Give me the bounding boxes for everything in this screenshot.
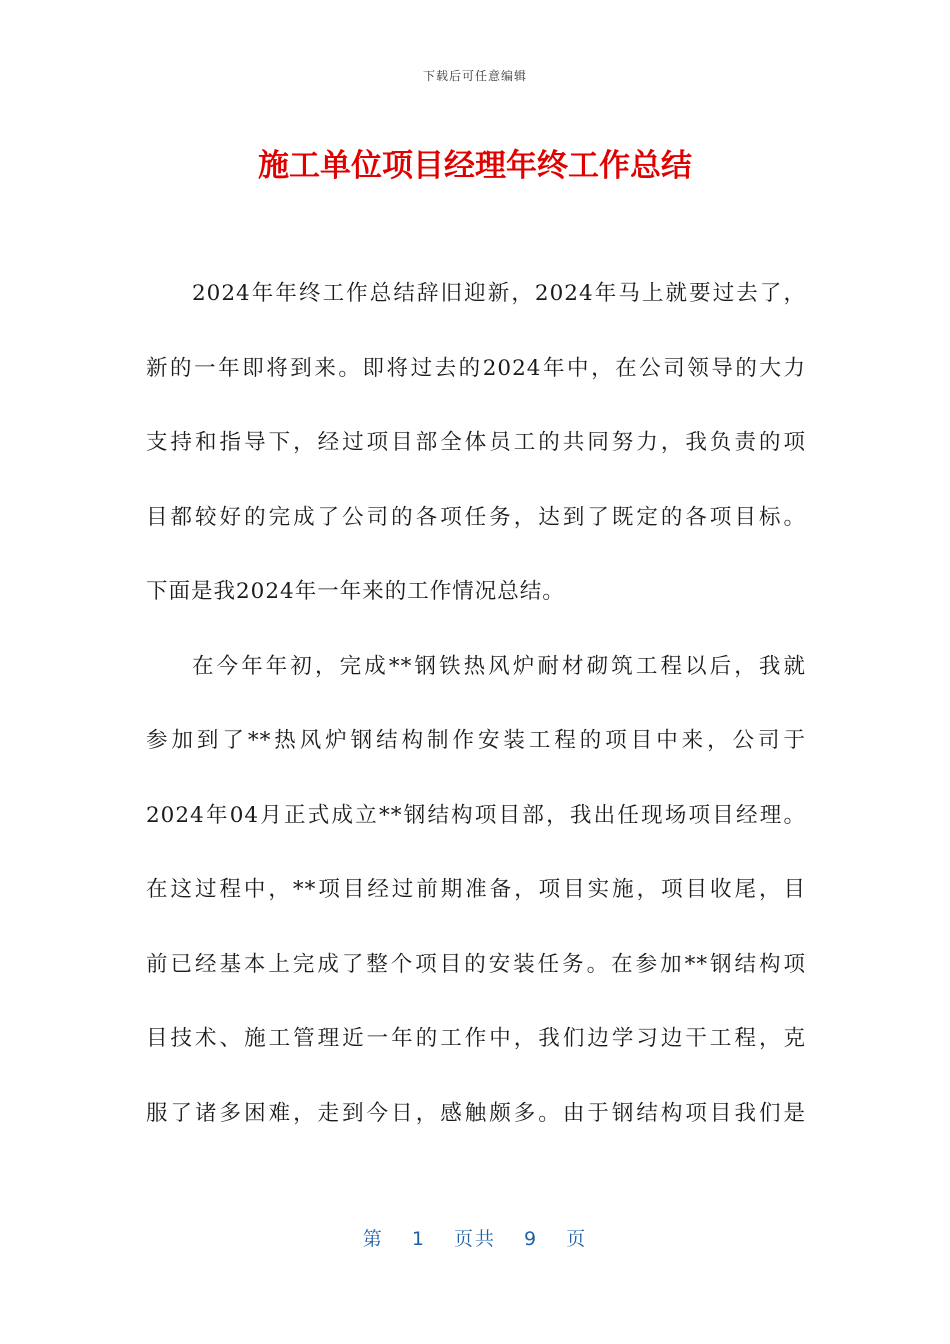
page-footer (0, 1224, 950, 1251)
paragraph-1-line-2: 新的一年即将到来。即将过去的2024年中，在公司领导的大力 (146, 355, 806, 381)
footer-page-suffix: 页 (566, 1228, 588, 1250)
paragraph-2-line-6: 目技术、施工管理近一年的工作中，我们边学习边干工程，克 (146, 1026, 806, 1051)
paragraph-2-line-1: 在今年年初，完成**钢铁热风炉耐材砌筑工程以后，我就 (192, 653, 806, 679)
footer-page-total: 9 (524, 1228, 539, 1250)
header-note: 下载后可任意编辑 (422, 69, 527, 83)
document-body (146, 257, 806, 1151)
paragraph-2-line-7: 服了诸多困难，走到今日，感触颇多。由于钢结构项目我们是 (146, 1100, 806, 1126)
footer-page-mid: 页共 (453, 1228, 496, 1250)
paragraph-2-line-3: 2024年04月正式成立**钢结构项目部，我出任现场项目经理。 (146, 802, 806, 828)
paragraph-2-line-2: 参加到了**热风炉钢结构制作安装工程的项目中来，公司于 (146, 728, 806, 753)
paragraph-1-line-5: 下面是我2024年一年来的工作情况总结。 (146, 579, 565, 604)
document-title: 施工单位项目经理年终工作总结 (258, 148, 692, 184)
paragraph-1-line-3: 支持和指导下，经过项目部全体员工的共同努力，我负责的项 (146, 430, 806, 455)
footer-page-number: 1 (411, 1228, 426, 1250)
paragraph-1-line-4: 目都较好的完成了公司的各项任务，达到了既定的各项目标。 (146, 504, 806, 530)
footer-page-prefix: 第 (362, 1228, 384, 1250)
paragraph-1-line-1: 2024年年终工作总结辞旧迎新，2024年马上就要过去了， (192, 281, 806, 306)
paragraph-2-line-5: 前已经基本上完成了整个项目的安装任务。在参加**钢结构项 (146, 951, 806, 977)
paragraph-2-line-4: 在这过程中，**项目经过前期准备，项目实施，项目收尾，目 (146, 877, 806, 902)
